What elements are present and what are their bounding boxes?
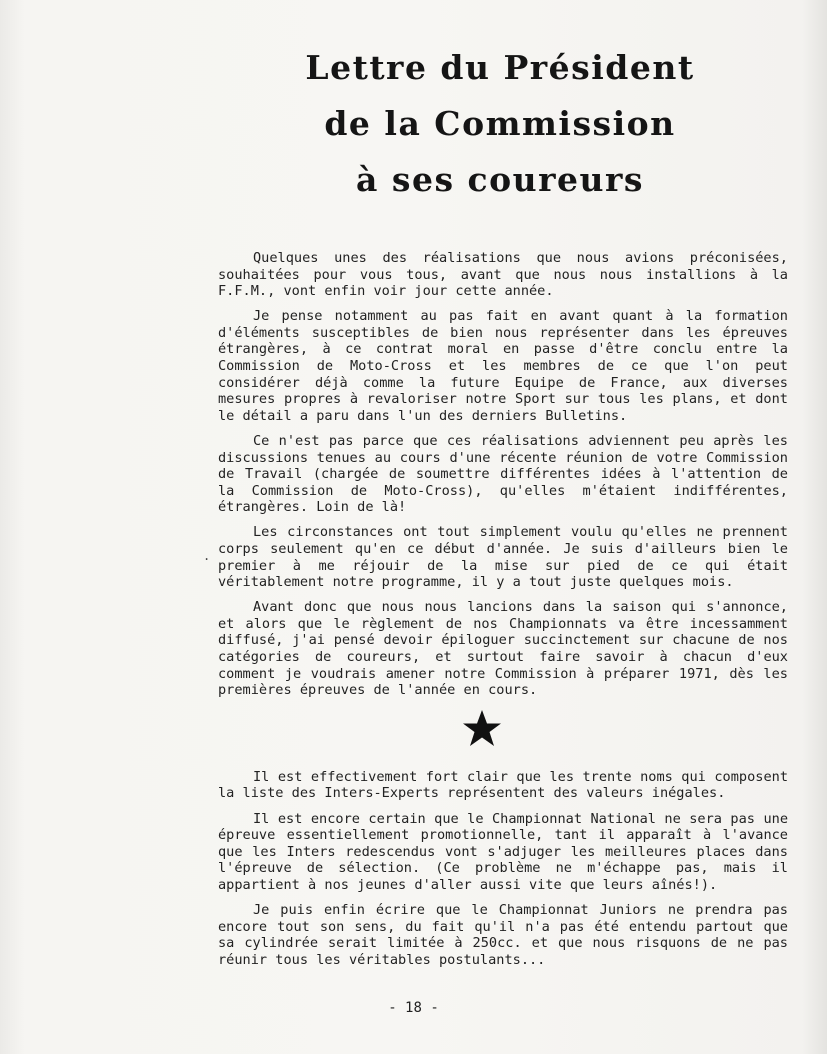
title-line-1: Lettre du Président <box>305 48 695 87</box>
letter-body <box>218 250 788 977</box>
page-number: - 18 - <box>388 1000 439 1016</box>
paragraph: Je puis enfin écrire que le Championnat Juniors ne prendra pas encore tout son sens, du fait qu'il n'a pas été entendu partout que sa cylindrée serait limitée à 250cc. et que nous risquons de ne pas réunir tous les véritables postulants... <box>218 902 788 968</box>
title-line-3: à ses coureurs <box>356 160 644 199</box>
paragraph: Je pense notamment au pas fait en avant quant à la formation d'éléments susceptibles de bien nous représenter dans les épreuves étrangères, à ce contrat moral en passe d'être conclu entre la Commission de Moto-Cross et les membres de ce que l'on peut considérer déjà comme la future Equipe de France, aux diverses mesures propres à revaloriser notre Sport sur tous les plans, et dont le détail a paru dans l'un des derniers Bulletins. <box>218 308 788 424</box>
paragraph: Il est encore certain que le Championnat National ne sera pas une épreuve essentiellement promotionnelle, tant il apparaît à l'avance que les Inters redescendus vont s'adjuger les meilleures places dans l'épreuve de sélection. (Ce problème ne m'échappe pas, mais il appartient à nos jeunes d'aller aussi vite que leurs aînés!). <box>218 810 788 893</box>
section-separator <box>218 709 788 755</box>
margin-mark: . <box>203 549 211 563</box>
paragraph: Ce n'est pas parce que ces réalisations adviennent peu après les discussions tenues au cours d'une récente réunion de votre Commission de Travail (chargée de soumettre différentes idées à l'attention de la Commission de Moto-Cross), qu'elles m'étaient indifférentes, étrangères. Loin de là! <box>218 432 788 516</box>
star-icon <box>462 709 502 749</box>
title-line-2: de la Commission <box>324 104 676 143</box>
paragraph: Il est effectivement fort clair que les trente noms qui composent la liste des Inters-Experts représentent des valeurs inégales. <box>218 768 788 802</box>
paragraph: Les circonstances ont tout simplement voulu qu'elles ne prennent corps seulement qu'en ce début d'année. Je suis d'ailleurs bien le premier à me réjouir de la mise sur pied de ce qui était véritablement notre programme, il y a tout juste quelques mois. <box>218 524 788 591</box>
paragraph: Avant donc que nous nous lancions dans la saison qui s'annonce, et alors que le règlement de nos Championnats va être incessamment diffusé, j'ai pensé devoir épiloguer succinctement sur chacune de nos catégories de coureurs, et surtout faire savoir à chacun d'eux comment je voudrais amener notre Commission à préparer 1971, dès les premières épreuves de l'année en cours. <box>218 599 788 699</box>
paragraph: Quelques unes des réalisations que nous avions préconisées, souhaitées pour vous tous, avant que nous nous installions à la F.F.M., vont enfin voir jour cette année. <box>218 250 788 300</box>
document-title <box>230 40 770 208</box>
